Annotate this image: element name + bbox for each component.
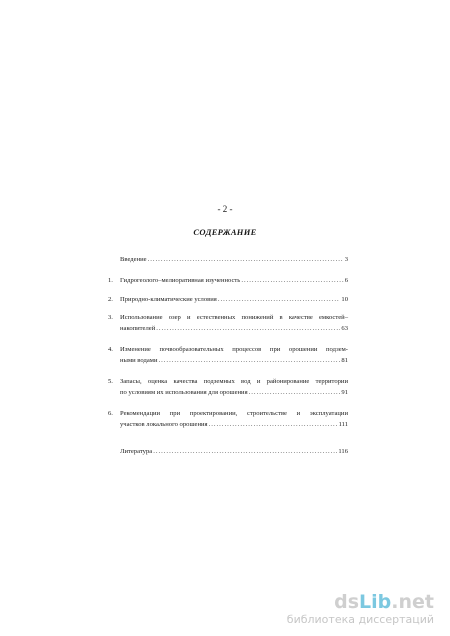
page-number: - 2 - xyxy=(217,204,233,214)
toc-entry-text: ными водами xyxy=(120,357,158,364)
toc-entry-number: 3. xyxy=(108,314,113,321)
toc-entry-page: 81 xyxy=(341,357,348,364)
watermark xyxy=(287,591,434,626)
toc-entry-text-line1: Использование озер и естественных понижений в качестве емкостей– xyxy=(120,314,348,321)
toc-leader-dots xyxy=(148,254,344,265)
toc-leader-dots xyxy=(209,419,338,430)
toc-entry-text-line1: Изменение почвообразовательных процессов при орошении подзем- xyxy=(120,346,348,353)
toc-entry-3[interactable] xyxy=(108,312,348,334)
toc-leader-dots xyxy=(156,323,340,334)
toc-entry-page: 3 xyxy=(344,256,348,263)
toc-entry-text: Литература xyxy=(120,448,153,455)
toc-title: СОДЕРЖАНИЕ xyxy=(193,227,257,237)
toc-entry-5[interactable] xyxy=(108,376,348,398)
toc-leader-dots xyxy=(153,446,337,457)
toc-entry-number: 2. xyxy=(108,296,113,303)
toc-leader-dots xyxy=(218,294,341,305)
toc-entry-introduction[interactable] xyxy=(108,254,348,265)
dslib-logo: dsLib.net xyxy=(334,591,434,613)
toc-entry-text: участков локального орошения xyxy=(120,421,208,428)
toc-entry-text: Гидрогеолого–мелиоративная изученность xyxy=(120,277,241,284)
toc-leader-dots xyxy=(241,275,343,286)
toc-entry-text: накопителей xyxy=(120,325,156,332)
toc-entry-2[interactable] xyxy=(108,294,348,305)
toc-entry-1[interactable] xyxy=(108,275,348,286)
toc-entry-literature[interactable] xyxy=(108,446,348,457)
toc-entry-4[interactable] xyxy=(108,344,348,366)
toc-entry-page: 116 xyxy=(338,448,348,455)
toc-entry-page: 91 xyxy=(341,389,348,396)
toc-entry-page: 63 xyxy=(341,325,348,332)
toc-leader-dots xyxy=(249,387,341,398)
toc-entry-number: 1. xyxy=(108,277,113,284)
toc-entry-text-line1: Запасы, оценка качества подземных вод и районирование территории xyxy=(120,378,348,385)
toc-entry-text: Введение xyxy=(120,256,147,263)
toc-entry-text-line1: Рекомендации при проектировании, строительстве и эксплуатации xyxy=(120,410,348,417)
toc-entry-number: 6. xyxy=(108,410,113,417)
toc-entry-text: Природно-климатические условия xyxy=(120,296,217,303)
toc-entry-number: 5. xyxy=(108,378,113,385)
watermark-subtitle: библиотека диссертаций xyxy=(286,613,434,626)
toc-entry-text: по условиям их использования для орошения xyxy=(120,389,248,396)
toc-leader-dots xyxy=(158,355,340,366)
toc-entry-page: 6 xyxy=(344,277,348,284)
toc-entry-page: 111 xyxy=(338,421,348,428)
toc-entry-number: 4. xyxy=(108,346,113,353)
toc-entry-page: 10 xyxy=(341,296,348,303)
toc-entry-6[interactable] xyxy=(108,408,348,430)
